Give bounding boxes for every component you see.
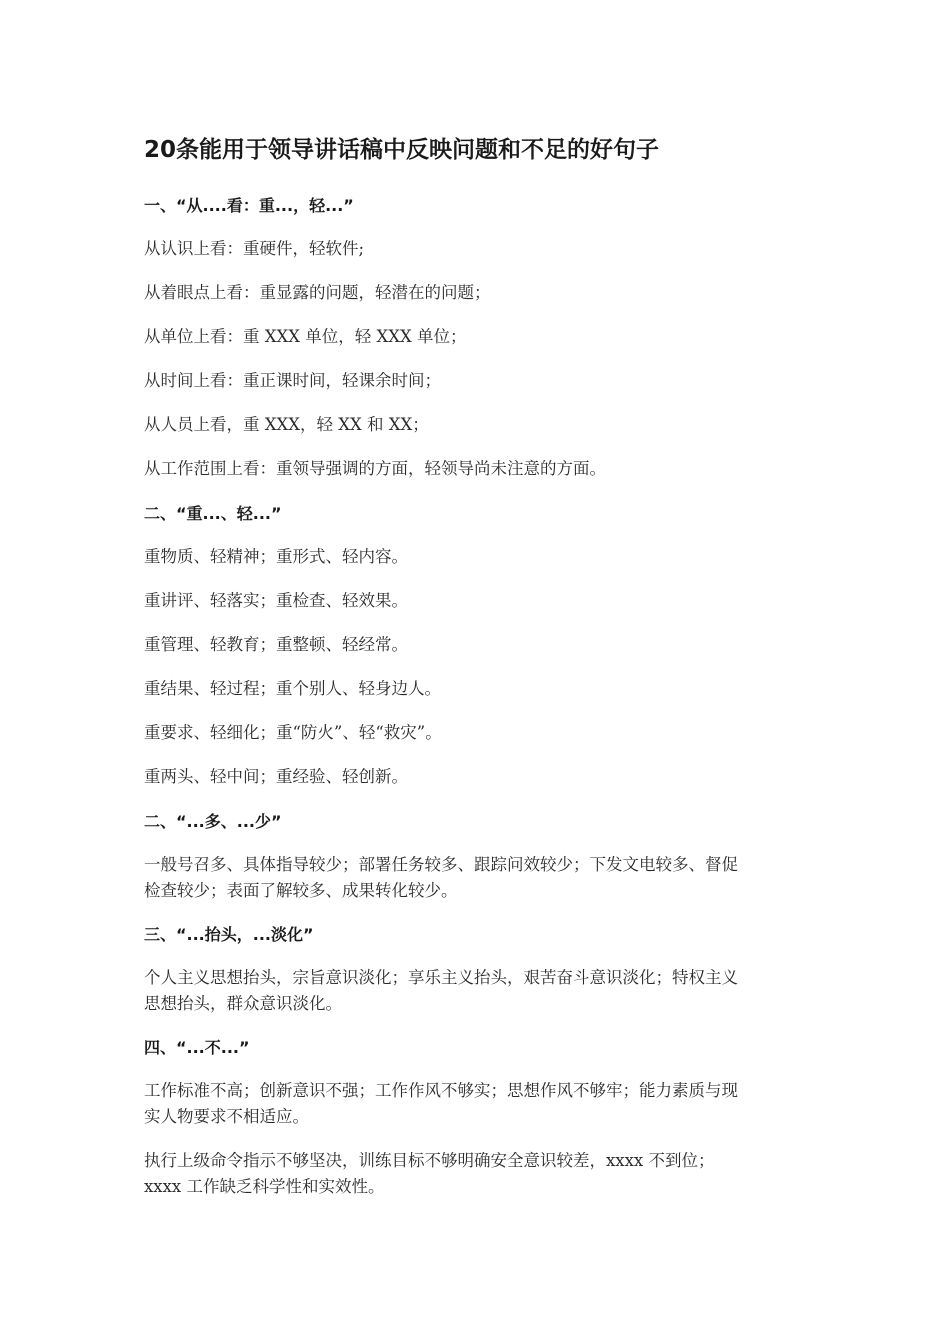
section-heading: 二、“重...、轻...” [144,504,282,523]
body-line: 重结果、轻过程；重个别人、轻身边人。 [144,679,441,698]
body-line: 重要求、轻细化；重“防火”、轻“救灾”。 [144,723,442,742]
body-line: 从工作范围上看：重领导强调的方面，轻领导尚未注意的方面。 [144,459,606,478]
paragraph-line: 检查较少；表面了解较多、成果转化较少。 [144,881,458,900]
paragraph-line: 一般号召多、具体指导较少；部署任务较多、跟踪问效较少；下发文电较多、督促 [144,855,738,874]
body-line: 从认识上看：重硬件，轻软件; [144,239,365,258]
body-paragraph [144,965,814,1017]
body-line: 重管理、轻教育；重整顿、轻经常。 [144,635,408,654]
paragraph-line: 执行上级命令指示不够坚决，训练目标不够明确安全意识较差，xxxx 不到位； [144,1151,715,1170]
section-heading: 四、“...不...” [144,1038,250,1057]
paragraph-line: 思想抬头，群众意识淡化。 [144,994,342,1013]
body-line: 重讲评、轻落实；重检查、轻效果。 [144,591,408,610]
body-line: 从着眼点上看：重显露的问题，轻潜在的问题； [144,283,491,302]
body-line: 从时间上看：重正课时间，轻课余时间； [144,371,441,390]
body-paragraph [144,1148,814,1200]
section-heading: 二、“...多、...少” [144,812,282,831]
section-heading: 一、“从....看：重...，轻...” [144,196,354,215]
paragraph-line: 个人主义思想抬头，宗旨意识淡化；享乐主义抬头，艰苦奋斗意识淡化；特权主义 [144,968,738,987]
paragraph-line: xxxx 工作缺乏科学性和实效性。 [144,1177,385,1196]
body-line: 从人员上看，重 XXX，轻 XX 和 XX； [144,415,429,434]
section-heading: 三、“...抬头，...淡化” [144,925,314,944]
paragraph-line: 实人物要求不相适应。 [144,1107,309,1126]
body-line: 从单位上看：重 XXX 单位，轻 XXX 单位； [144,327,467,346]
body-line: 重两头、轻中间；重经验、轻创新。 [144,767,408,786]
paragraph-line: 工作标准不高；创新意识不强；工作作风不够实；思想作风不够牢；能力素质与现 [144,1081,738,1100]
body-paragraph [144,852,814,904]
document-title: 20条能用于领导讲话稿中反映问题和不足的好句子 [144,137,660,163]
body-line: 重物质、轻精神；重形式、轻内容。 [144,547,408,566]
body-paragraph [144,1078,814,1130]
